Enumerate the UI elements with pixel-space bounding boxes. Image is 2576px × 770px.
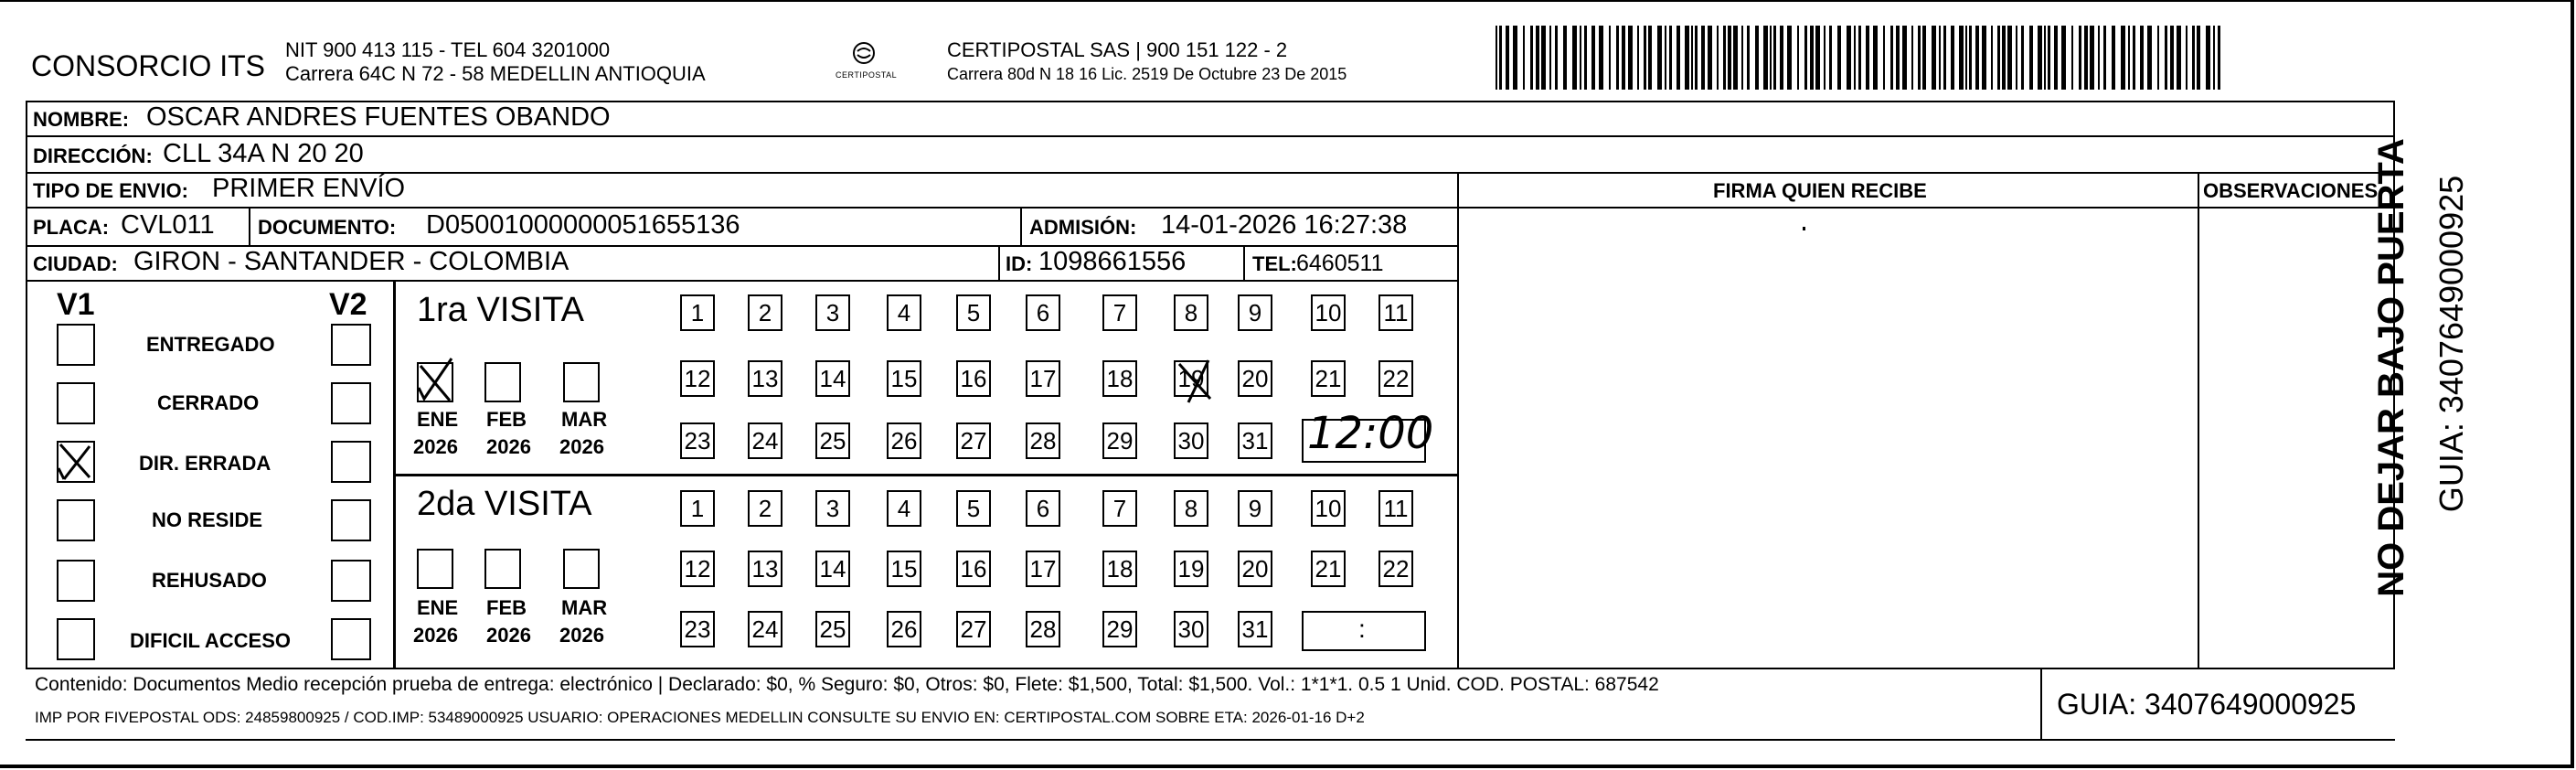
barcode-bar	[1555, 26, 1558, 90]
barcode-bar	[1691, 26, 1693, 90]
barcode-bar	[1770, 26, 1772, 90]
barcode-bar	[2103, 26, 2106, 90]
barcode-bar	[1883, 26, 1885, 90]
tel-label: TEL:	[1252, 252, 1297, 275]
side-warning: NO DEJAR BAJO PUERTA	[2371, 138, 2411, 597]
visit1-day-13[interactable]: 13	[748, 360, 782, 397]
barcode-bar	[2157, 26, 2159, 90]
v1-checkbox-entregado[interactable]	[57, 324, 95, 366]
barcode-bar	[1943, 26, 1946, 90]
barcode-bar	[2071, 26, 2073, 90]
certipostal-logo	[832, 40, 896, 88]
status-rehusado: REHUSADO	[152, 569, 267, 592]
barcode-bar	[1959, 26, 1964, 90]
visit2-day-12[interactable]: 12	[680, 551, 715, 587]
id-value: 1098661556	[1038, 247, 1187, 276]
v2-label: V2	[329, 287, 367, 322]
visit1-month-feb-checkbox[interactable]	[484, 362, 521, 402]
barcode-bar	[1810, 26, 1814, 90]
visit2-day-25[interactable]: 25	[815, 611, 850, 647]
visit2-day-23[interactable]: 23	[680, 611, 715, 647]
carrier-license: Carrera 80d N 18 16 Lic. 2519 De Octubre 23 De 2015	[947, 65, 1347, 83]
barcode-bar	[2112, 26, 2115, 90]
status-cerrado: CERRADO	[157, 391, 260, 414]
barcode-bar	[1563, 26, 1567, 90]
admision-label: ADMISIÓN:	[1029, 216, 1137, 239]
barcode-bar	[1496, 26, 1497, 90]
barcode-bar	[2021, 26, 2024, 90]
visit2-day-31[interactable]: 31	[1238, 611, 1272, 647]
visit1-year-mar: 2026	[559, 435, 604, 458]
barcode-bar	[1847, 26, 1851, 90]
visit1-month-mar-checkbox[interactable]	[563, 362, 600, 402]
barcode-bar	[1648, 26, 1652, 90]
barcode-bar	[1536, 26, 1539, 90]
visit1-day-19[interactable]: 19	[1174, 360, 1208, 397]
barcode-bar	[2038, 26, 2042, 90]
barcode-bar	[1890, 26, 1893, 90]
visit1-day-10[interactable]: 10	[1311, 294, 1346, 331]
barcode-bar	[1939, 26, 1941, 90]
visit2-day-29[interactable]: 29	[1102, 611, 1137, 647]
barcode-bar	[1599, 26, 1603, 90]
visit1-day-12[interactable]: 12	[680, 360, 715, 397]
footer-imp: IMP POR FIVEPOSTAL ODS: 24859800925 / COD.IMP: 53489000925 USUARIO: OPERACIONES MEDELLIN CONSULTE SU ENVIO EN: CERTIPOSTAL.COM SOBRE ETA: 2026-01-16 D+2	[35, 709, 1365, 726]
barcode-bar	[1911, 26, 1913, 90]
visit1-day-7[interactable]: 7	[1102, 294, 1137, 331]
barcode-bar	[2186, 26, 2187, 90]
visit1-day-25[interactable]: 25	[815, 422, 850, 459]
v1-checkbox-dir-errada[interactable]	[57, 441, 95, 483]
visit1-day-24[interactable]: 24	[748, 422, 782, 459]
v1-checkbox-rehusado[interactable]	[57, 560, 95, 602]
visit2-day-2[interactable]: 2	[748, 490, 782, 527]
visit2-day-6[interactable]: 6	[1026, 490, 1060, 527]
visit1-day-15[interactable]: 15	[887, 360, 921, 397]
barcode-bar	[1780, 26, 1783, 90]
visit2-month-mar-checkbox[interactable]	[563, 549, 600, 589]
v2-checkbox-no-reside[interactable]	[331, 499, 371, 541]
visit1-day-26[interactable]: 26	[887, 422, 921, 459]
barcode-bar	[1723, 26, 1726, 90]
visit2-day-4[interactable]: 4	[887, 490, 921, 527]
visit1-year-ene: 2026	[413, 435, 458, 458]
visit2-month-feb-checkbox[interactable]	[484, 549, 521, 589]
placa-value: CVL011	[121, 210, 215, 240]
visit2-day-16[interactable]: 16	[956, 551, 991, 587]
barcode-bar	[1549, 26, 1551, 90]
barcode-bar	[1695, 26, 1698, 90]
visit2-day-28[interactable]: 28	[1026, 611, 1060, 647]
nit-line: NIT 900 413 115 - TEL 604 3201000	[285, 38, 611, 61]
barcode-bar	[1902, 26, 1907, 90]
barcode-bar	[1854, 26, 1856, 90]
visit2-month-mar: MAR	[561, 596, 608, 619]
visit1-day-18[interactable]: 18	[1102, 360, 1137, 397]
barcode-bar	[1975, 26, 1979, 90]
barcode-bar	[1657, 26, 1662, 90]
visit2-day-7[interactable]: 7	[1102, 490, 1137, 527]
barcode-bar	[1717, 26, 1719, 90]
visit1-month-mar: MAR	[561, 408, 608, 431]
barcode-bar	[1523, 26, 1525, 90]
visit1-day-5[interactable]: 5	[956, 294, 991, 331]
barcode-bar	[1815, 26, 1820, 90]
visit2-day-18[interactable]: 18	[1102, 551, 1137, 587]
barcode-bar	[2197, 26, 2200, 90]
barcode-bar	[1591, 26, 1595, 90]
visit1-month-ene: ENE	[417, 408, 459, 431]
visit2-day-15[interactable]: 15	[887, 551, 921, 587]
v2-checkbox-entregado[interactable]	[331, 324, 371, 366]
visit2-month-ene: ENE	[417, 596, 459, 619]
status-dificil-acceso: DIFICIL ACCESO	[130, 629, 292, 652]
documento-label: DOCUMENTO:	[258, 216, 397, 239]
v2-checkbox-dificil-acceso[interactable]	[331, 618, 371, 660]
visit2-day-13[interactable]: 13	[748, 551, 782, 587]
check-mark-icon	[415, 355, 457, 402]
documento-value: D05001000000051655136	[426, 210, 740, 240]
visit1-day-31[interactable]: 31	[1238, 422, 1272, 459]
status-no-reside: NO RESIDE	[152, 508, 263, 531]
visit1-day-29[interactable]: 29	[1102, 422, 1137, 459]
visit2-day-9[interactable]: 9	[1238, 490, 1272, 527]
barcode-bar	[1685, 26, 1689, 90]
visit1-day-30[interactable]: 30	[1174, 422, 1208, 459]
tipo-envio-value: PRIMER ENVÍO	[212, 174, 406, 203]
barcode-bar	[1677, 26, 1680, 90]
firma-header: FIRMA QUIEN RECIBE	[1713, 179, 1927, 202]
carrier-line: CERTIPOSTAL SAS | 900 151 122 - 2	[947, 38, 1288, 61]
visit2-day-26[interactable]: 26	[887, 611, 921, 647]
footer-contenido: Contenido: Documentos Medio recepción prueba de entrega: electrónico | Declarado: $0, % Seguro: $0, Otros: $0, Flete: $1,500, Total: $1,500. Vol.: 1*1*1. 0.5 1 Unid. COD. POSTAL: 687542	[35, 674, 1659, 695]
barcode-bar	[2192, 26, 2195, 90]
visit1-title: 1ra VISITA	[417, 291, 585, 329]
visit1-day-6[interactable]: 6	[1026, 294, 1060, 331]
company-name: CONSORCIO ITS	[31, 49, 266, 82]
visit1-day-4[interactable]: 4	[887, 294, 921, 331]
visit1-day-3[interactable]: 3	[815, 294, 850, 331]
barcode-bar	[1747, 26, 1750, 90]
barcode-bar	[1824, 26, 1826, 90]
visit1-day-19-strike	[1174, 357, 1216, 404]
visit2-day-27[interactable]: 27	[956, 611, 991, 647]
barcode-bar	[1580, 26, 1581, 90]
barcode-bar	[1965, 26, 1967, 90]
barcode-bar	[2098, 26, 2100, 90]
visit2-day-11[interactable]: 11	[1378, 490, 1413, 527]
tipo-envio-label: TIPO DE ENVIO:	[33, 179, 188, 202]
status-entregado: ENTREGADO	[146, 333, 275, 356]
barcode-bar	[2048, 26, 2050, 90]
visit2-day-3[interactable]: 3	[815, 490, 850, 527]
barcode-bar	[1499, 26, 1502, 90]
barcode-bar	[1804, 26, 1807, 90]
v1-checkbox-cerrado[interactable]	[57, 382, 95, 424]
barcode-bar	[2170, 26, 2174, 90]
observaciones-header: OBSERVACIONES	[2203, 179, 2379, 202]
barcode-bar	[1773, 26, 1776, 90]
visit2-day-19[interactable]: 19	[1174, 551, 1208, 587]
barcode-bar	[1997, 26, 2000, 90]
placa-label: PLACA:	[33, 216, 110, 239]
barcode-bar	[1873, 26, 1878, 90]
visit1-day-8[interactable]: 8	[1174, 294, 1208, 331]
visit2-month-ene-checkbox[interactable]	[417, 549, 453, 589]
tel-value: 6460511	[1296, 251, 1384, 276]
barcode-bar	[1622, 26, 1625, 90]
barcode-bar	[1541, 26, 1546, 90]
visit2-year-ene: 2026	[413, 624, 458, 647]
barcode-bar	[1669, 26, 1672, 90]
barcode-bar	[1896, 26, 1900, 90]
barcode-bar	[1628, 26, 1633, 90]
visit1-month-ene-checkbox[interactable]	[417, 362, 453, 402]
barcode-bar	[2016, 26, 2017, 90]
ciudad-label: CIUDAD:	[33, 252, 118, 275]
direccion-value: CLL 34A N 20 20	[163, 139, 364, 168]
visit1-day-2[interactable]: 2	[748, 294, 782, 331]
visit2-title: 2da VISITA	[417, 485, 592, 523]
v1-label: V1	[57, 287, 95, 322]
barcode-bar	[1866, 26, 1869, 90]
barcode-bar	[1858, 26, 1861, 90]
barcode-bar	[1572, 26, 1577, 90]
visit1-year-feb: 2026	[486, 435, 531, 458]
admision-value: 14-01-2026 16:27:38	[1161, 210, 1408, 240]
barcode-bar	[1922, 26, 1926, 90]
barcode-bar	[1932, 26, 1936, 90]
v1-checkbox-dificil-acceso[interactable]	[57, 618, 95, 660]
barcode-bar	[1609, 26, 1611, 90]
visit2-day-22[interactable]: 22	[1378, 551, 1413, 587]
status-dir-errada: DIR. ERRADA	[139, 452, 271, 475]
barcode-bar	[1837, 26, 1841, 90]
barcode-bar	[1797, 26, 1799, 90]
visit1-day-22[interactable]: 22	[1378, 360, 1413, 397]
visit2-time: :	[1358, 615, 1366, 643]
check-mark-icon	[57, 441, 93, 481]
barcode-bar	[2133, 26, 2135, 90]
barcode-bar	[1829, 26, 1832, 90]
direccion-label: DIRECCIÓN:	[33, 144, 153, 167]
visit2-day-14[interactable]: 14	[815, 551, 850, 587]
visit2-year-mar: 2026	[559, 624, 604, 647]
visit2-day-1[interactable]: 1	[680, 490, 715, 527]
barcode-bar	[1969, 26, 1972, 90]
side-guia: GUIA: 3407649000925	[2432, 175, 2470, 513]
visit2-day-5[interactable]: 5	[956, 490, 991, 527]
signature-mark	[1803, 227, 1805, 230]
visit2-year-feb: 2026	[486, 624, 531, 647]
barcode-bar	[1763, 26, 1768, 90]
barcode-bar	[1513, 26, 1517, 90]
visit2-day-8[interactable]: 8	[1174, 490, 1208, 527]
barcode-bar	[2128, 26, 2130, 90]
visit1-day-23[interactable]: 23	[680, 422, 715, 459]
visit1-day-21[interactable]: 21	[1311, 360, 1346, 397]
barcode-bar	[1584, 26, 1587, 90]
barcode-bar	[2029, 26, 2033, 90]
visit1-day-11[interactable]: 11	[1378, 294, 1413, 331]
visit1-day-17[interactable]: 17	[1026, 360, 1060, 397]
barcode-bar	[2218, 26, 2220, 90]
barcode-bar	[1951, 26, 1954, 90]
visit1-day-9[interactable]: 9	[1238, 294, 1272, 331]
visit1-day-27[interactable]: 27	[956, 422, 991, 459]
v1-checkbox-no-reside[interactable]	[57, 499, 95, 541]
logo-text: CERTIPOSTAL	[836, 70, 898, 80]
barcode-bar	[1665, 26, 1666, 90]
barcode-bar	[1708, 26, 1712, 90]
visit1-time: 12:00	[1307, 408, 1434, 459]
barcode	[1496, 26, 2223, 90]
visit1-day-28[interactable]: 28	[1026, 422, 1060, 459]
visit2-month-feb: FEB	[486, 596, 527, 619]
barcode-bar	[1701, 26, 1705, 90]
barcode-bar	[1918, 26, 1921, 90]
barcode-bar	[2084, 26, 2088, 90]
v2-checkbox-rehusado[interactable]	[331, 560, 371, 602]
barcode-bar	[2054, 26, 2058, 90]
barcode-bar	[2147, 26, 2152, 90]
barcode-bar	[1616, 26, 1619, 90]
visit1-day-14[interactable]: 14	[815, 360, 850, 397]
barcode-bar	[2177, 26, 2181, 90]
visit2-day-10[interactable]: 10	[1311, 490, 1346, 527]
nombre-value: OSCAR ANDRES FUENTES OBANDO	[146, 102, 611, 132]
id-label: ID:	[1006, 252, 1033, 275]
barcode-bar	[1982, 26, 1986, 90]
barcode-bar	[2079, 26, 2081, 90]
visit1-month-feb: FEB	[486, 408, 527, 431]
visit2-day-24[interactable]: 24	[748, 611, 782, 647]
barcode-bar	[2061, 26, 2066, 90]
v2-checkbox-cerrado[interactable]	[331, 382, 371, 424]
barcode-bar	[1728, 26, 1731, 90]
visit1-day-1[interactable]: 1	[680, 294, 715, 331]
visit1-day-20[interactable]: 20	[1238, 360, 1272, 397]
visit2-day-21[interactable]: 21	[1311, 551, 1346, 587]
visit2-day-30[interactable]: 30	[1174, 611, 1208, 647]
visit2-day-17[interactable]: 17	[1026, 551, 1060, 587]
footer-guia: GUIA: 3407649000925	[2057, 688, 2357, 721]
barcode-bar	[1506, 26, 1509, 90]
barcode-bar	[2213, 26, 2215, 90]
barcode-bar	[1755, 26, 1759, 90]
visit1-day-16[interactable]: 16	[956, 360, 991, 397]
barcode-bar	[2165, 26, 2167, 90]
ciudad-value: GIRON - SANTANDER - COLOMBIA	[133, 247, 569, 276]
barcode-bar	[1637, 26, 1639, 90]
visit2-day-20[interactable]: 20	[1238, 551, 1272, 587]
barcode-bar	[1991, 26, 1993, 90]
barcode-bar	[1733, 26, 1738, 90]
barcode-bar	[1644, 26, 1646, 90]
barcode-bar	[2090, 26, 2094, 90]
barcode-bar	[1741, 26, 1743, 90]
company-address: Carrera 64C N 72 - 58 MEDELLIN ANTIOQUIA	[285, 62, 706, 85]
barcode-bar	[2206, 26, 2210, 90]
nombre-label: NOMBRE:	[33, 108, 130, 131]
barcode-bar	[2002, 26, 2006, 90]
barcode-bar	[2007, 26, 2012, 90]
barcode-bar	[2121, 26, 2125, 90]
v2-checkbox-dir-errada[interactable]	[331, 441, 371, 483]
barcode-bar	[1787, 26, 1792, 90]
barcode-bar	[2044, 26, 2046, 90]
barcode-bar	[2140, 26, 2144, 90]
barcode-bar	[1530, 26, 1533, 90]
